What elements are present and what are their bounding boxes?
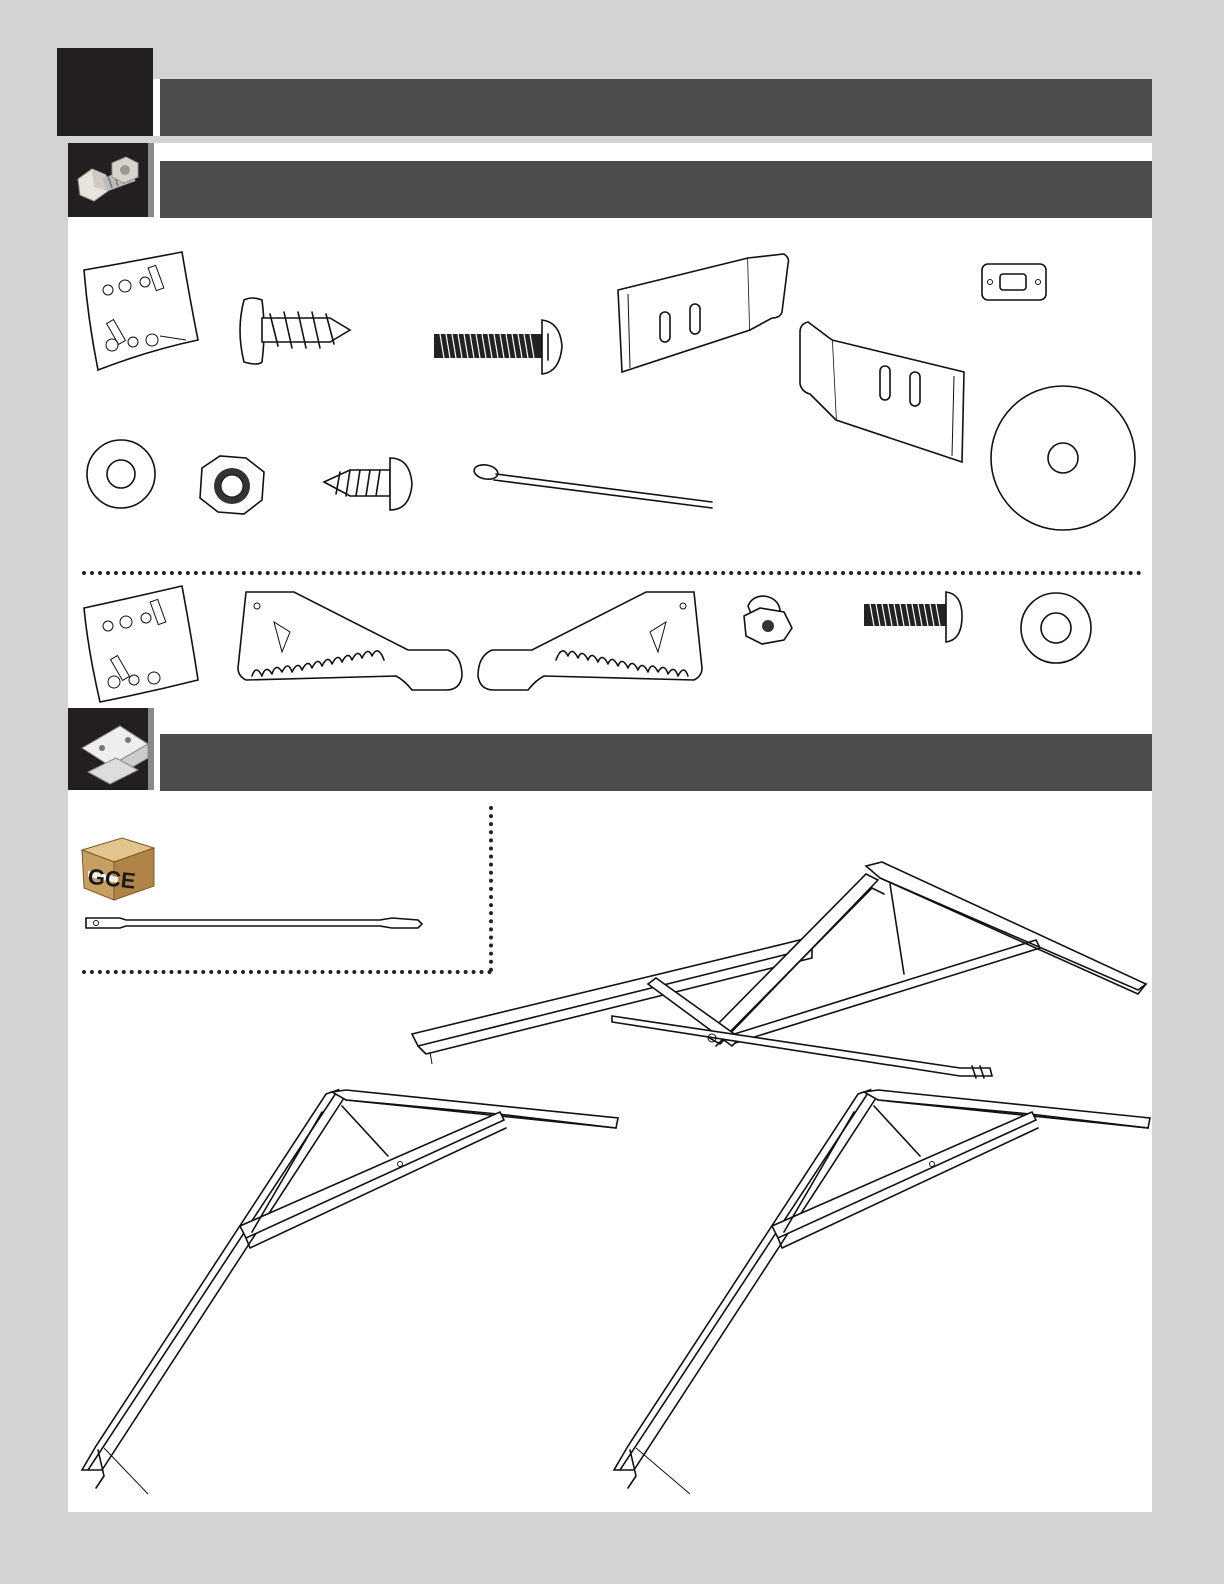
left-truss-icon xyxy=(82,1090,618,1494)
roof-brace-rod-icon xyxy=(86,918,422,928)
parts-box-icon xyxy=(82,838,154,900)
right-truss-icon xyxy=(614,1090,1150,1494)
truss-assembly-icon xyxy=(412,862,1146,1078)
parts-box-label: GCE xyxy=(86,863,137,894)
